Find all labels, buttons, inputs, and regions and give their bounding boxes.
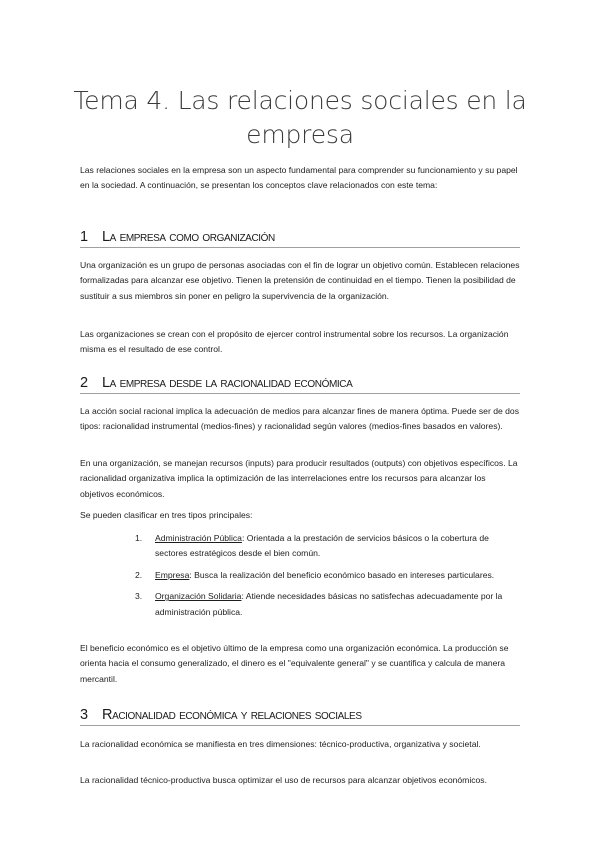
list-text: : Atiende necesidades básicas no satisfechas adecuadamente por la administración pública.: [155, 591, 503, 617]
section-number: 3: [80, 707, 89, 723]
section-3-paragraph-2: La racionalidad técnico-productiva busca optimizar el uso de recursos para alcanzar objetivos económicos.: [80, 775, 487, 785]
section-3-paragraph-1: La racionalidad económica se manifiesta en tres dimensiones: técnico-productiva, organizativa y societal.: [80, 739, 481, 749]
list-term: Empresa: [155, 569, 190, 580]
list-term: Administración Pública: [155, 533, 242, 543]
list-item: [135, 568, 520, 583]
section-2-closing-paragraph: El beneficio económico es el objetivo último de la empresa como una organización económica. La producción se orienta hacia el consumo generalizado, el dinero es el "equivalente general" y se cuantifica y calcula de manera mercantil.: [80, 643, 509, 684]
section-1-paragraph-2: Las organizaciones se crean con el propósito de ejercer control instrumental sobre los recursos. La organización misma es el resultado de ese control.: [80, 329, 509, 355]
section-1-paragraph-1: Una organización es un grupo de personas asociadas con el fin de lograr un objetivo común. Establecen relaciones formalizadas para alcanzar ese objetivo. Tienen la pretensión de continuidad en el tiempo. Tienen la posibilidad de sustituir a sus miembros sin poner en peligro la supervivencia de la organización.: [80, 260, 520, 301]
section-title: Racionalidad económica y relaciones sociales: [102, 707, 362, 723]
organization-types-list: [135, 531, 520, 626]
section-heading-3: [80, 706, 520, 726]
list-text: : Orientada a la prestación de servicios básicos o la cobertura de sectores estratégicos desde el bien común.: [155, 533, 489, 559]
section-2-paragraph-2: En una organización, se manejan recursos (inputs) para producir resultados (outputs) con objetivos específicos. La racionalidad organizativa implica la optimización de las interrelaciones entre los recursos para alcanzar los objetivos económicos.: [80, 458, 518, 499]
section-number: 2: [80, 375, 89, 391]
list-index: 1.: [135, 533, 143, 543]
section-heading-1: [80, 228, 520, 248]
page-title: Tema 4. Las relaciones sociales en la empresa: [73, 86, 527, 149]
section-title: La empresa desde la racionalidad económica: [102, 375, 353, 391]
section-heading-2: [80, 374, 520, 394]
section-2-paragraph-1: La acción social racional implica la adecuación de medios para alcanzar fines de manera óptima. Puede ser de dos tipos: racionalidad instrumental (medios-fines) y racionalidad según valores (medios-fines basados en valores).: [80, 406, 520, 432]
list-index: 3.: [135, 591, 143, 602]
list-item: [135, 589, 520, 620]
list-item: [135, 531, 520, 562]
section-number: 1: [80, 229, 89, 245]
list-index: 2.: [135, 569, 143, 580]
section-title: La empresa como organización: [102, 229, 275, 245]
list-text: : Busca la realización del beneficio económico basado en intereses particulares.: [189, 569, 495, 580]
intro-paragraph: Las relaciones sociales en la empresa son un aspecto fundamental para comprender su funcionamiento y su papel en la sociedad. A continuación, se presentan los conceptos clave relacionados con este tema:: [80, 165, 518, 191]
list-term: Organización Solidaria: [155, 591, 242, 602]
section-2-paragraph-3: Se pueden clasificar en tres tipos principales:: [80, 510, 253, 520]
